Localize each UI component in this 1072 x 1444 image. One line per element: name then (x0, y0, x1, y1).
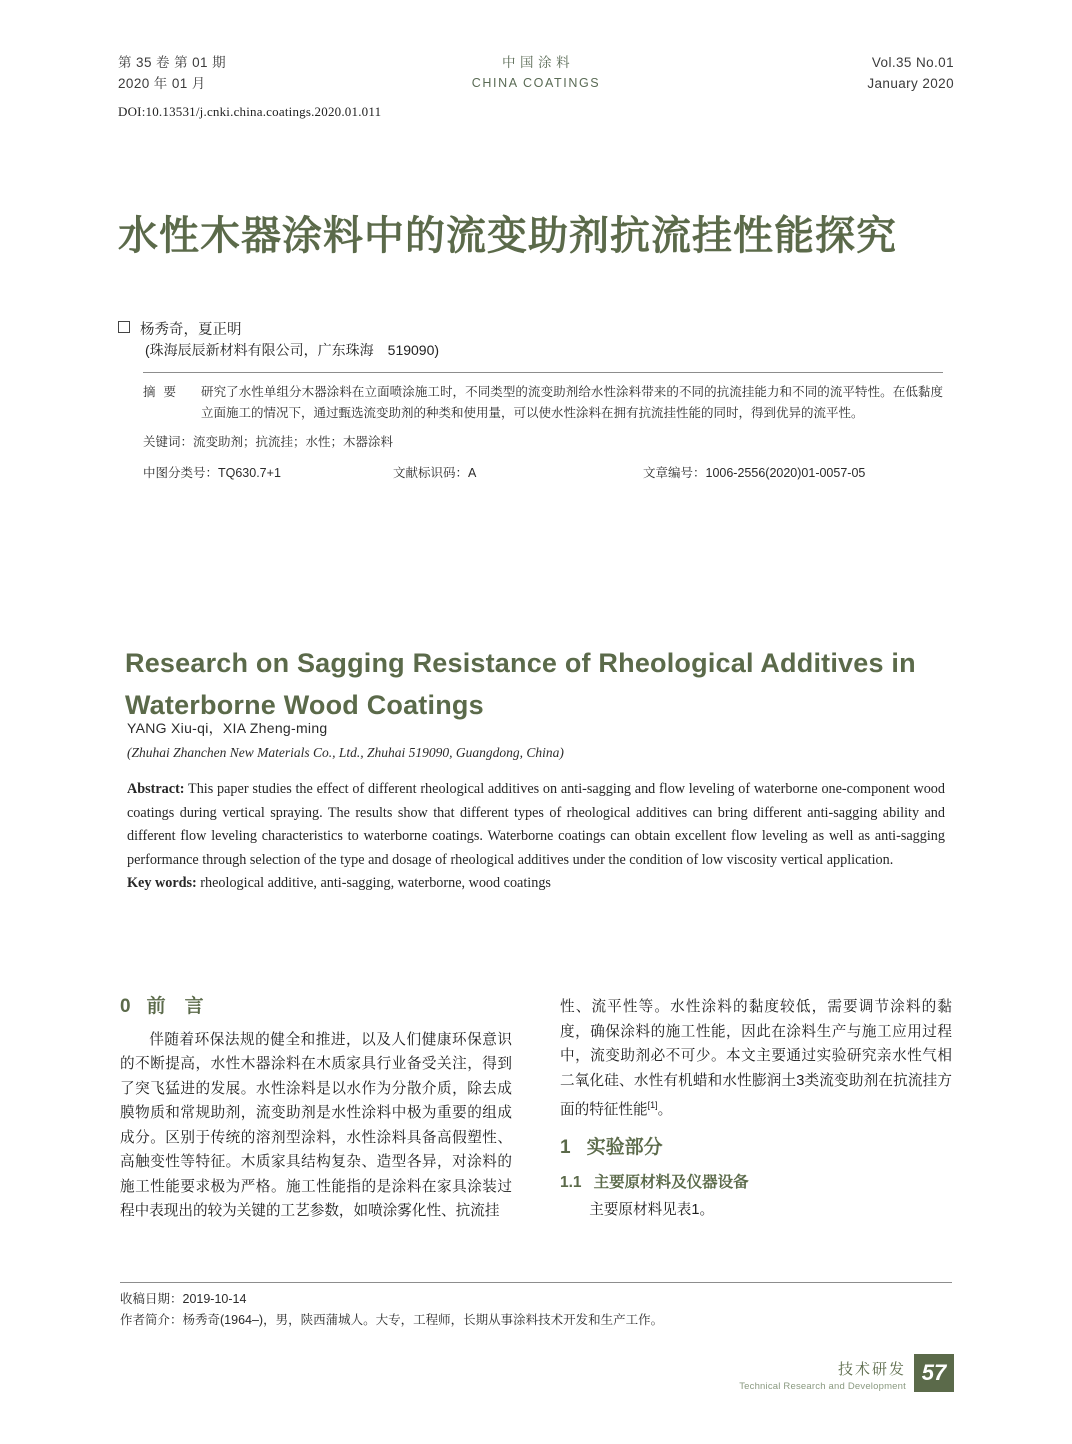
volume-issue-block (118, 52, 226, 94)
section-title-1-1: 主要原材料及仪器设备 (593, 1173, 749, 1191)
page-title-en: Research on Sagging Resistance of Rheological Additives in Waterborne Wood Coatings (125, 648, 916, 721)
section-heading-1-1 (560, 1171, 952, 1196)
authors-cn-label: 杨秀奇，夏正明 (140, 322, 242, 338)
citation-ref-1: [1] (647, 1100, 658, 1110)
paragraph-intro-right-text: 性、流平性等。水性涂料的黏度较低，需要调节涂料的黏度，确保涂料的施工性能，因此在涂料生产与施工应用过程中，流变助剂必不可少。本文主要通过实验研究亲水性气相二氧化硅、水性有机蜡和水性膨润土3类流变助剂在抗流挂方面的特征性能 (560, 999, 952, 1118)
keywords-en-text: rheological additive, anti-sagging, waterborne, wood coatings (196, 875, 551, 891)
volume-issue: 第 35 卷 第 01 期 (118, 55, 226, 70)
abstract-cn-block (143, 372, 943, 484)
journal-name-block (472, 52, 600, 94)
section-number-0: 0 (120, 996, 131, 1017)
section-title-0: 前 言 (146, 996, 204, 1017)
body-columns (120, 995, 952, 1285)
keywords-en-label: Key words: (127, 875, 197, 891)
volume-issue-en: Vol.35 No.01 (871, 55, 954, 70)
abstract-en-label: Abstract: (127, 781, 185, 797)
section-number-1-1: 1.1 (560, 1173, 582, 1191)
journal-name-cn: 中 国 涂 料 (501, 55, 571, 70)
footer-section-cn: 技术研发 (837, 1361, 906, 1378)
issue-date-cn: 2020 年 01 月 (118, 76, 206, 91)
journal-name-en: CHINA COATINGS (471, 76, 601, 90)
footer-section-name (739, 1358, 906, 1392)
abstract-cn-label: 摘要 (143, 385, 185, 399)
paragraph-intro-left: 伴随着环保法规的健全和推进，以及人们健康环保意识的不断提高，水性木器涂料在木质家具行业备受关注，得到了突飞猛进的发展。水性涂料是以水作为分散介质，除去成膜物质和常规助剂，流变助剂是水性涂料中极为重要的组成成分。区别于传统的溶剂型涂料，水性涂料具备高假塑性、高触变性等特征。木质家具结构复杂、造型各异，对涂料的施工性能要求极为严格。施工性能指的是涂料在家具涂装过程中表现出的较为关键的工艺参数，如喷涂雾化性、抗流挂 (120, 1031, 512, 1219)
abstract-en-text: This paper studies the effect of different rheological additives on anti-sagging and flow leveling of waterborne one-component wood coatings during vertical spraying. The results show that different types of rheological additives can bring different anti-sagging ability and different flow leveling characteristics to waterborne coatings. Waterborne coatings can obtain excellent flow leveling as well as anti-sagging performance through selection of the type and dosage of rheological additives under the condition of low viscosity vertical application. (127, 781, 945, 868)
section-number-1: 1 (560, 1137, 571, 1159)
document-code: 文献标识码：A (393, 466, 477, 480)
section-heading-0 (120, 995, 512, 1020)
footer-section-en: Technical Research and Development (739, 1381, 906, 1392)
article-id: 文章编号：1006-2556(2020)01-0057-05 (643, 466, 866, 480)
affiliation-en: (Zhuhai Zhanchen New Materials Co., Ltd., Zhuhai 519090, Guangdong, China) (127, 745, 564, 760)
page-title-cn: 水性木器涂料中的流变助剂抗流挂性能探究 (118, 213, 897, 258)
volume-issue-en-block (867, 52, 954, 94)
author-bio: 作者简介：杨秀奇(1964–)，男，陕西蒲城人。大专，工程师，长期从事涂料技术开发和生产工作。 (120, 1313, 664, 1327)
abstract-cn-text: 研究了水性单组分木器涂料在立面喷涂施工时，不同类型的流变助剂给水性涂料带来的不同的抗流挂能力和不同的流平特性。在低黏度立面施工的情况下，通过甄选流变助剂的种类和使用量，可以使水性涂料在拥有抗流挂性能的同时，得到优异的流平性。 (201, 385, 943, 420)
issue-date-en: January 2020 (867, 76, 954, 91)
authors-en: YANG Xiu-qi，XIA Zheng-ming (127, 720, 328, 736)
clc-number: 中图分类号：TQ630.7+1 (143, 466, 281, 480)
affiliation-cn: (珠海辰辰新材料有限公司，广东珠海 519090) (145, 342, 440, 358)
column-left (120, 995, 512, 1224)
received-date: 收稿日期：2019-10-14 (120, 1292, 247, 1306)
paragraph-intro-right-end: 。 (657, 1101, 673, 1118)
keywords-cn: 关键词：流变助剂；抗流挂；水性；木器涂料 (143, 435, 394, 449)
doi-text: DOI:10.13531/j.cnki.china.coatings.2020.01.011 (118, 104, 382, 119)
column-right (560, 995, 952, 1223)
section-heading-1 (560, 1136, 952, 1161)
page-number: 57 (914, 1354, 954, 1392)
bullet-square-icon (118, 321, 130, 333)
footnotes-block (120, 1282, 952, 1331)
abstract-en-block (127, 778, 945, 896)
authors-cn (118, 318, 242, 339)
paragraph-1-1: 主要原材料见表1。 (589, 1202, 715, 1219)
section-title-1: 实验部分 (586, 1137, 663, 1159)
page-footer (739, 1354, 954, 1392)
paragraph-intro-right (560, 995, 952, 1122)
